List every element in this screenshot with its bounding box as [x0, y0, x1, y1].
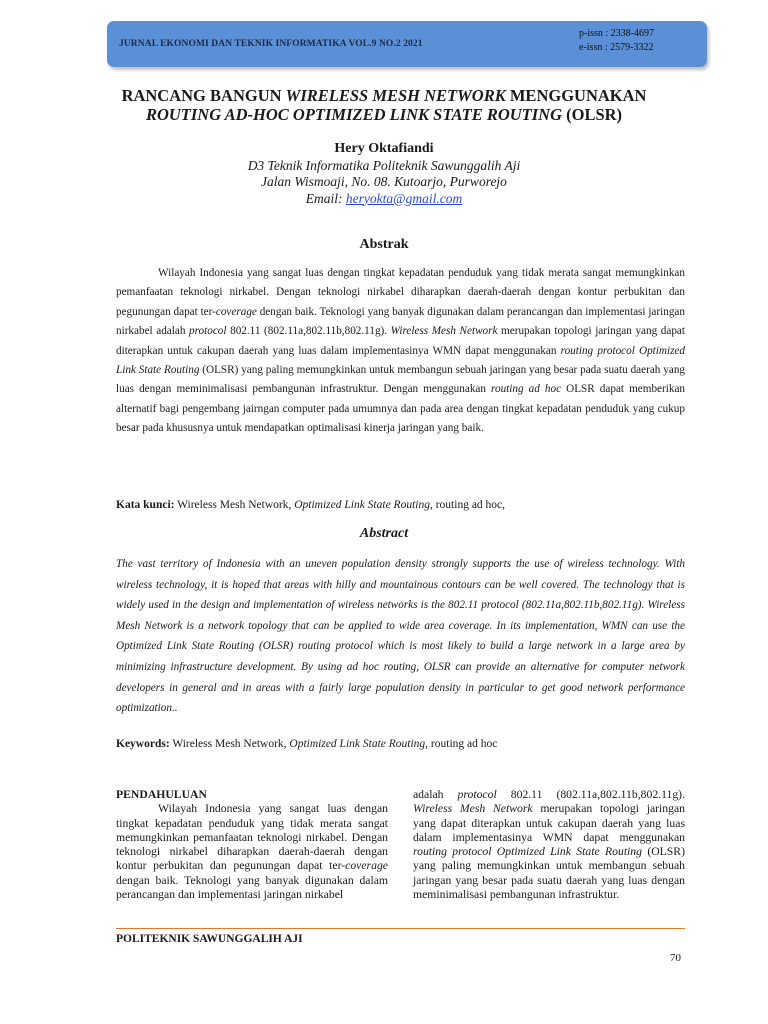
keywords-text-italic: Optimized Link State Routing: [289, 738, 426, 750]
author-email-line: [60, 191, 708, 208]
abstrak-heading: Abstrak: [359, 237, 409, 252]
pendahuluan-text-italic: coverage: [345, 859, 388, 873]
keywords: [116, 738, 685, 750]
journal-header-bar: [107, 21, 707, 67]
abstrak-text: 802.11 (802.11a,802.11b,802.11g).: [226, 325, 391, 338]
abstract-paragraph: The vast territory of Indonesia with an uneven population density strongly supports the use of wireless technology. With wireless technology, it is hoped that areas with hilly and mountainous contours can be well covered. The technology that is widely used in the design and implementation of wireless networks is the 802.11 protocol (802.11a,802.11b,802.11g). Wireless Mesh Network is a network topology that can be applied to wide area coverage. In its implementation, WMN can use the Optimized Link State Routing (OLSR) routing protocol which is most likely to build a large network in a large area by minimizing infrastructure development. By using ad hoc routing, OLSR can provide an alternative for computer network developers in general and in areas with a fairly large population density in particular to get good network performance optimization..: [116, 558, 685, 715]
pendahuluan-text: adalah: [413, 788, 458, 801]
keywords-text: Wireless Mesh Network,: [169, 738, 290, 750]
pendahuluan-left-column: [116, 788, 388, 902]
pendahuluan-text: (OLSR) yang paling memungkinkan untuk membangun sebuah jaringan yang besar pada suatu daerah yang luas dengan meminimalisasi pembangunan infrastruktur.: [413, 845, 685, 902]
issn-block: [579, 27, 654, 55]
author-name: Hery Oktafiandi: [334, 141, 434, 156]
footer-institution: POLITEKNIK SAWUNGGALIH AJI: [116, 933, 303, 945]
pendahuluan-text: 802.11 (802.11a,802.11b,802.11g).: [496, 788, 685, 801]
page-number: 70: [670, 952, 681, 964]
title-line-2: [60, 105, 708, 124]
abstract-heading: Abstract: [359, 526, 409, 541]
abstrak-text-italic: Wireless Mesh Network: [390, 325, 498, 338]
pendahuluan-paragraph-left: [116, 802, 388, 902]
paper-title: [60, 86, 708, 124]
p-issn: p-issn : 2338-4697: [579, 28, 654, 39]
author-affiliation: D3 Teknik Informatika Politeknik Sawunggalih Aji: [247, 157, 521, 173]
kata-kunci-text-italic: Optimized Link State Routing: [294, 499, 430, 511]
title-text: RANCANG BANGUN: [121, 86, 286, 105]
pendahuluan-text: Wilayah Indonesia yang sangat luas dengan tingkat kepadatan penduduk yang tidak merata sangat memungkinkan pemanfaatan teknologi nirkabel. Dengan teknologi nirkabel diharapkan daerah-daerah dengan kontur perbukitan dan pegunungan dapat ter-: [116, 802, 388, 873]
author-address: Jalan Wismoaji, No. 08. Kutoarjo, Purworejo: [261, 174, 507, 189]
pendahuluan-text-italic: routing protocol Optimized Link State Routing: [413, 845, 642, 859]
pendahuluan-text: merupakan topologi jaringan yang dapat diterapkan untuk cakupan daerah yang luas dalam implementasinya WMN dapat menggunakan: [413, 802, 685, 844]
kata-kunci-label: Kata kunci:: [116, 499, 175, 511]
kata-kunci-text: Wireless Mesh Network,: [174, 499, 295, 511]
kata-kunci: [116, 499, 685, 511]
title-text-italic: ROUTING AD-HOC OPTIMIZED LINK STATE ROUTING: [145, 105, 562, 124]
title-line-1: [60, 86, 708, 105]
title-text-italic: WIRELESS MESH NETWORK: [285, 86, 506, 105]
email-label: Email:: [305, 190, 346, 206]
email-link[interactable]: heryokta@gmail.com: [345, 190, 463, 206]
pendahuluan-text-italic: protocol: [457, 788, 497, 801]
keywords-text: , routing ad hoc: [425, 738, 498, 750]
abstrak-text: OLSR dapat memberikan alternatif bagi pengembang jairngan computer pada umumnya dan pada area dengan tingkat kepadatan penduduk yang cukup besar pada khususnya untuk mendapatkan optimalisasi kinerja jaringan yang baik.: [116, 383, 686, 435]
pendahuluan-text-italic: Wireless Mesh Network: [413, 802, 533, 816]
keywords-label: Keywords:: [116, 738, 170, 750]
abstrak-text: (OLSR) yang paling memungkinkan untuk membangun sebuah jaringan yang besar pada suatu daerah yang luas dengan meminimalisasi pembangunan infrastruktur. Dengan menggunakan: [116, 364, 686, 396]
abstrak-text: Wilayah Indonesia yang sangat luas dengan tingkat kepadatan penduduk yang tidak merata sangat memungkinkan pemanfaatan teknologi nirkabel. Dengan teknologi nirkabel diharapkan daerah-daerah dengan kontur perbukitan dan pegunungan dapat ter-: [116, 267, 685, 318]
footer-divider: [116, 928, 685, 929]
pendahuluan-right-column: [413, 788, 685, 902]
title-text: (OLSR): [562, 105, 623, 124]
kata-kunci-text: , routing ad hoc,: [429, 499, 506, 511]
abstrak-text: merupakan topologi jaringan yang dapat diterapkan untuk cakupan daerah yang luas dalam implementasinya WMN dapat menggunakan: [116, 325, 685, 357]
pendahuluan-paragraph-right: [413, 788, 685, 902]
abstrak-text-italic: protocol: [189, 325, 227, 338]
abstrak-text-italic: routing ad hoc: [491, 383, 562, 396]
e-issn: e-issn : 2579-3322: [579, 42, 654, 53]
title-text: MENGGUNAKAN: [505, 86, 647, 105]
journal-title: JURNAL EKONOMI DAN TEKNIK INFORMATIKA VOL.9 NO.2 2021: [119, 39, 423, 49]
abstrak-text-italic: coverage: [215, 305, 257, 318]
pendahuluan-text: dengan baik. Teknologi yang banyak digunakan dalam perancangan dan implementasi jaringan nirkabel: [116, 873, 388, 902]
abstrak-text: dengan baik. Teknologi yang banyak digunakan dalam perancangan dan implementasi jaringan nirkabel adalah: [116, 305, 685, 338]
abstrak-paragraph: [116, 264, 685, 439]
abstrak-text-italic: routing protocol Optimized Link State Routing: [116, 344, 685, 377]
pendahuluan-heading: PENDAHULUAN: [116, 788, 207, 801]
author-block: [60, 141, 708, 207]
